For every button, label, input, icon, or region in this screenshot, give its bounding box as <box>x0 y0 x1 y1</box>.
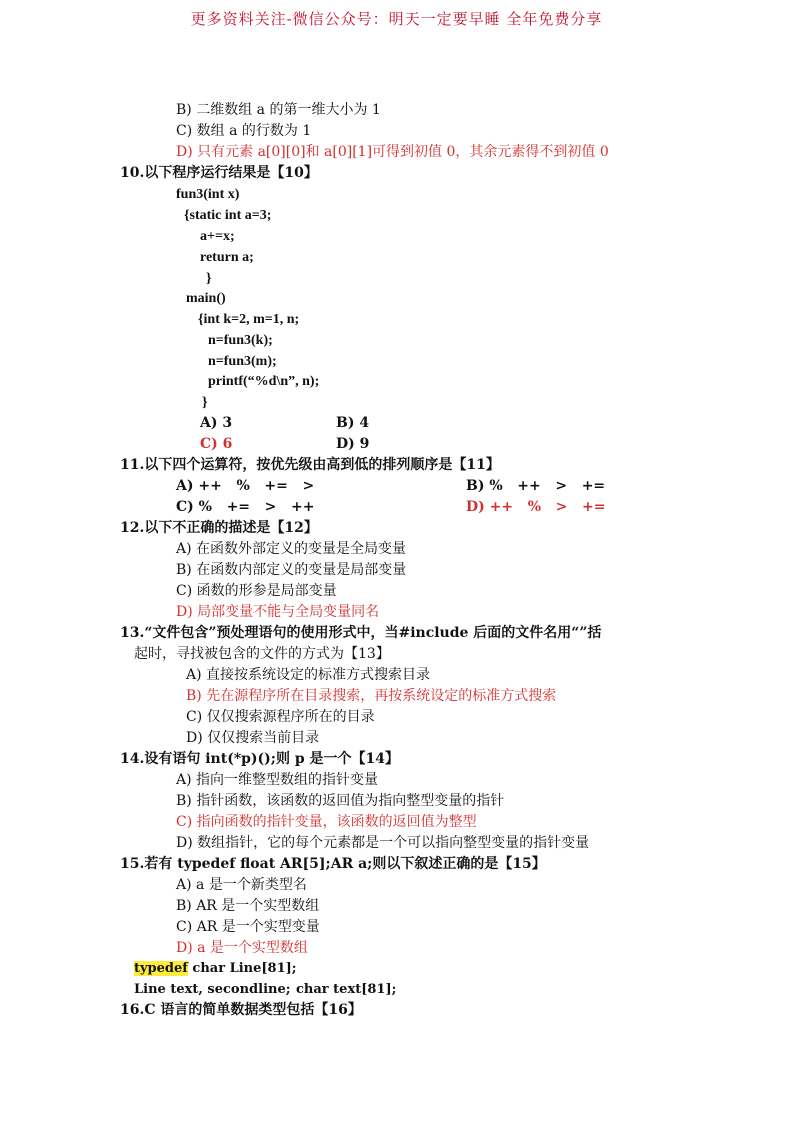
q11-stem: 11.以下四个运算符，按优先级由高到低的排列顺序是【11】 <box>120 457 500 473</box>
q11-option-a: A) ++ % += > <box>176 478 315 494</box>
q10-code-line: return a; <box>200 250 254 265</box>
q14-option-d: D) 数组指针，它的每个元素都是一个可以指向整型变量的指针变量 <box>176 835 590 851</box>
typedef-note-rest: char Line[81]; <box>187 961 297 976</box>
q10-code-line: {static int a=3; <box>184 208 272 223</box>
q15-option-c: C) AR 是一个实型变量 <box>176 919 320 935</box>
q15-option-a: A) a 是一个新类型名 <box>176 877 307 893</box>
q9-option-c: C) 数组 a 的行数为 1 <box>176 123 312 139</box>
typedef-note <box>134 960 297 978</box>
q10-option-a: A) 3 <box>200 415 233 431</box>
q10-code-line: {int k=2, m=1, n; <box>198 312 300 327</box>
q12-option-a: A) 在函数外部定义的变量是全局变量 <box>176 541 407 557</box>
q10-code-line: n=fun3(m); <box>208 354 277 369</box>
q10-option-d: D) 9 <box>336 436 370 452</box>
q14-option-c-answer: C) 指向函数的指针变量，该函数的返回值为整型 <box>176 814 477 830</box>
q13-option-b-answer: B) 先在源程序所在目录搜索，再按系统设定的标准方式搜索 <box>186 688 557 704</box>
q12-option-c: C) 函数的形参是局部变量 <box>176 583 337 599</box>
q10-option-b: B) 4 <box>336 415 370 431</box>
q10-code-line: } <box>206 271 212 286</box>
q10-code-line: printf(“%d\n”, n); <box>208 374 320 389</box>
q14-option-a: A) 指向一维整型数组的指针变量 <box>176 772 379 788</box>
q10-code-line: a+=x; <box>200 229 235 244</box>
q10-code-line: } <box>202 395 208 410</box>
q10-code-line: fun3(int x) <box>176 187 240 202</box>
typedef-note-example: Line text, secondline; <box>134 982 291 997</box>
q11-option-b: B) % ++ > += <box>466 478 606 494</box>
q13-option-a: A) 直接按系统设定的标准方式搜索目录 <box>186 667 431 683</box>
q15-stem: 15.若有 typedef float AR[5];AR a;则以下叙述正确的是【15】 <box>120 856 546 872</box>
page-header: 更多资料关注-微信公众号：明天一定要早睡 全年免费分享 <box>190 10 603 28</box>
q13-stem-line2: 起时，寻找被包含的文件的方式为【13】 <box>134 646 390 662</box>
typedef-note-equivalent: char text[81]; <box>296 982 397 997</box>
q12-option-d-answer: D) 局部变量不能与全局变量同名 <box>176 604 380 620</box>
q15-option-b: B) AR 是一个实型数组 <box>176 898 320 914</box>
q10-code-line: n=fun3(k); <box>208 333 273 348</box>
q12-stem: 12.以下不正确的描述是【12】 <box>120 520 318 536</box>
q13-stem-line1: 13.“文件包含”预处理语句的使用形式中，当#include 后面的文件名用“”括 <box>120 625 602 641</box>
q10-stem: 10.以下程序运行结果是【10】 <box>120 165 318 181</box>
q10-option-c-answer: C) 6 <box>200 436 233 452</box>
q11-option-c: C) % += > ++ <box>176 499 315 515</box>
q10-code-line: main() <box>186 291 226 306</box>
q13-option-c: C) 仅仅搜索源程序所在的目录 <box>186 709 375 725</box>
q13-option-d: D) 仅仅搜索当前目录 <box>186 730 320 746</box>
q14-option-b: B) 指针函数，该函数的返回值为指向整型变量的指针 <box>176 793 505 809</box>
q16-stem: 16.C 语言的简单数据类型包括【16】 <box>120 1002 362 1018</box>
q14-stem: 14.设有语句 int(*p)();则 p 是一个【14】 <box>120 751 399 767</box>
typedef-keyword-highlight: typedef <box>134 961 188 976</box>
q9-option-d-answer: D) 只有元素 a[0][0]和 a[0][1]可得到初值 0，其余元素得不到初值 0 <box>176 144 609 160</box>
q12-option-b: B) 在函数内部定义的变量是局部变量 <box>176 562 407 578</box>
q15-option-d-answer: D) a 是一个实型数组 <box>176 940 308 956</box>
q9-option-b: B) 二维数组 a 的第一维大小为 1 <box>176 102 381 118</box>
q11-option-d-answer: D) ++ % > += <box>466 499 606 515</box>
